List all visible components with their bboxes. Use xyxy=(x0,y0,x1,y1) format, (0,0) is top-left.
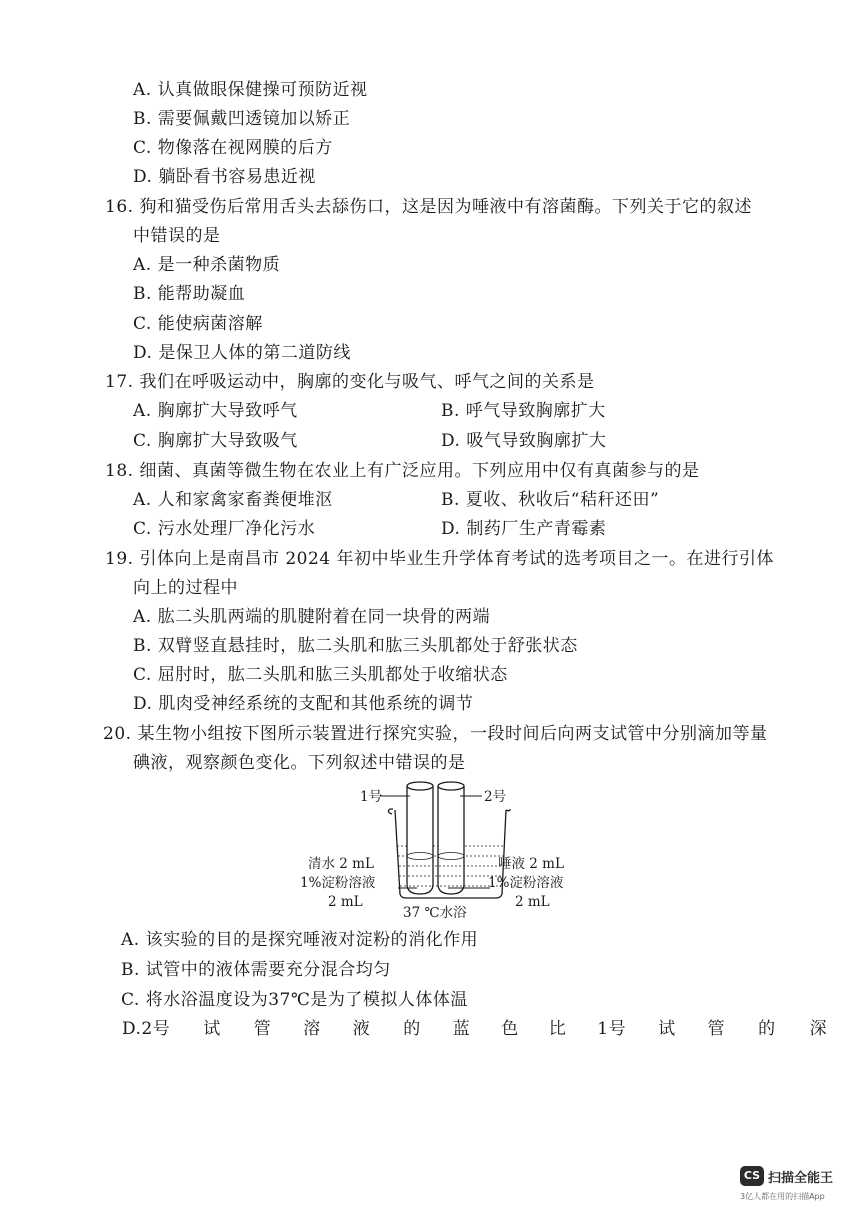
q16-option-a: A. 是一种杀菌物质 xyxy=(133,255,281,275)
q20-option-d-part: 的 xyxy=(758,1019,776,1039)
q16-stem-cont: 中错误的是 xyxy=(133,226,221,246)
q20-option-d-part: 管 xyxy=(707,1019,726,1039)
q17-option-a: A. 胸廓扩大导致呼气 xyxy=(133,401,298,421)
q20-stem-cont: 碘液，观察颜色变化。下列叙述中错误的是 xyxy=(133,753,466,773)
tube-2-label: 2号 xyxy=(484,789,507,805)
right-label-line3: 2 mL xyxy=(515,894,550,910)
q20-stem: 20. 某生物小组按下图所示装置进行探究实验，一段时间后向两支试管中分别滴加等量 xyxy=(103,724,768,744)
q18-option-d: D. 制药厂生产青霉素 xyxy=(441,519,607,539)
q20-option-d-part: 溶 xyxy=(303,1019,321,1039)
q20-option-d-part: 试 xyxy=(203,1019,221,1039)
q16-stem: 16. 狗和猫受伤后常用舌头去舔伤口，这是因为唾液中有溶菌酶。下列关于它的叙述 xyxy=(105,197,752,217)
experiment-diagram xyxy=(300,776,600,926)
left-label-line3: 2 mL xyxy=(328,894,363,910)
q19-stem-cont: 向上的过程中 xyxy=(133,578,238,598)
q16-option-c: C. 能使病菌溶解 xyxy=(133,314,263,334)
q20-option-d-part: 的 xyxy=(403,1019,421,1039)
q20-option-a: A. 该实验的目的是探究唾液对淀粉的消化作用 xyxy=(121,930,479,950)
q19-option-c: C. 屈肘时，肱二头肌和肱三头肌都处于收缩状态 xyxy=(133,665,508,685)
q16-option-b: B. 能帮助凝血 xyxy=(133,284,246,304)
q20-option-d-part: 深 xyxy=(809,1019,828,1039)
q20-option-d-part: 管 xyxy=(253,1019,272,1039)
q20-option-d-part: 色 xyxy=(501,1019,519,1039)
q20-option-b: B. 试管中的液体需要充分混合均匀 xyxy=(121,960,391,980)
q18-stem: 18. 细菌、真菌等微生物在农业上有广泛应用。下列应用中仅有真菌参与的是 xyxy=(105,461,700,481)
q20-option-d-part: 比 xyxy=(548,1019,567,1039)
q17-option-b: B. 呼气导致胸廓扩大 xyxy=(441,401,606,421)
q20-option-d xyxy=(122,1018,827,1040)
q15-option-a: A. 认真做眼保健操可预防近视 xyxy=(133,80,368,100)
q18-option-b: B. 夏收、秋收后“秸秆还田” xyxy=(441,490,660,510)
q19-stem: 19. 引体向上是南昌市 2024 年初中毕业生升学体育考试的选考项目之一。在进行引体 xyxy=(105,549,775,569)
q15-option-b: B. 需要佩戴凹透镜加以矫正 xyxy=(133,109,351,129)
q18-option-c: C. 污水处理厂净化污水 xyxy=(133,519,316,539)
left-label-line1: 清水 2 mL xyxy=(308,856,374,872)
right-label-line2: 1%淀粉溶液 xyxy=(488,875,564,891)
camscanner-logo-icon: CS xyxy=(740,1166,764,1186)
q20-option-c: C. 将水浴温度设为37℃是为了模拟人体体温 xyxy=(121,990,468,1010)
q20-option-d-part: 试 xyxy=(658,1019,676,1039)
right-label-line1: 唾液 2 mL xyxy=(498,856,564,872)
q19-option-b: B. 双臂竖直悬挂时，肱二头肌和肱三头肌都处于舒张状态 xyxy=(133,636,578,656)
q20-option-d-part: 液 xyxy=(352,1019,371,1039)
watermark-app-name: 扫描全能王 xyxy=(768,1171,834,1186)
q20-option-d-part: 蓝 xyxy=(452,1019,471,1039)
q17-stem: 17. 我们在呼吸运动中，胸廓的变化与吸气、呼气之间的关系是 xyxy=(105,372,595,392)
scanner-watermark xyxy=(740,1166,852,1210)
test-tube-1 xyxy=(407,782,433,894)
tube-1-label: 1号 xyxy=(360,789,383,805)
q16-option-d: D. 是保卫人体的第二道防线 xyxy=(133,343,351,363)
q20-option-d-part: D.2号 xyxy=(122,1019,171,1039)
q15-option-d: D. 躺卧看书容易患近视 xyxy=(133,167,316,187)
q15-option-c: C. 物像落在视网膜的后方 xyxy=(133,138,333,158)
test-tube-2 xyxy=(438,782,464,894)
left-label-line2: 1%淀粉溶液 xyxy=(300,875,376,891)
q18-option-a: A. 人和家禽家畜粪便堆沤 xyxy=(133,490,333,510)
q17-option-d: D. 吸气导致胸廓扩大 xyxy=(441,431,607,451)
watermark-tagline: 3亿人都在用的扫描App xyxy=(740,1192,825,1201)
q17-option-c: C. 胸廓扩大导致吸气 xyxy=(133,431,298,451)
q19-option-d: D. 肌肉受神经系统的支配和其他系统的调节 xyxy=(133,694,474,714)
water-bath-label: 37 ℃水浴 xyxy=(403,905,467,921)
q20-option-d-part: 1号 xyxy=(597,1019,627,1039)
q19-option-a: A. 肱二头肌两端的肌腱附着在同一块骨的两端 xyxy=(133,607,491,627)
